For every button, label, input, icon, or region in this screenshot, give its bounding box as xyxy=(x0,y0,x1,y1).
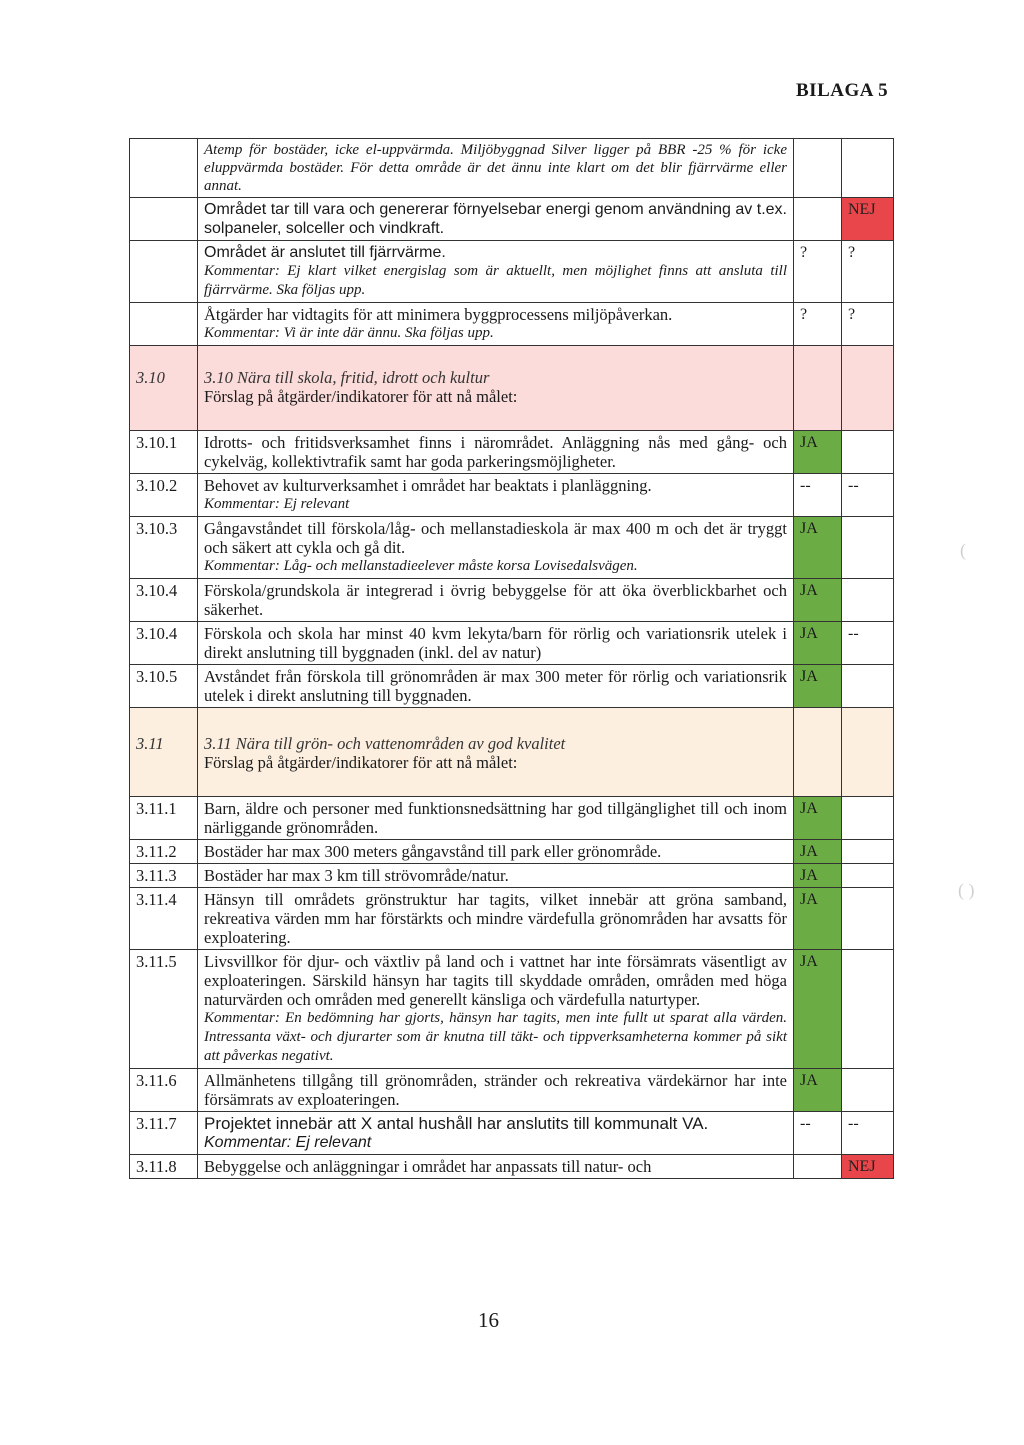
criteria-number: 3.11.8 xyxy=(130,1155,198,1179)
criteria-number: 3.10.2 xyxy=(130,474,198,517)
criteria-text: Avståndet från förskola till grönområden är max 300 meter för rörlig och variationsrik utelek i direkt anslutning till byggnaden. xyxy=(204,667,787,705)
answer-cell xyxy=(842,950,894,1069)
answer-cell: JA xyxy=(794,888,842,950)
criteria-row xyxy=(130,797,894,840)
answer-cell xyxy=(842,888,894,950)
answer-cell: -- xyxy=(794,1112,842,1155)
criteria-number: 3.11.7 xyxy=(130,1112,198,1155)
answer-cell: JA xyxy=(794,517,842,579)
criteria-row xyxy=(130,665,894,708)
criteria-row xyxy=(130,431,894,474)
criteria-text: Allmänhetens tillgång till grönområden, stränder och rekreativa värdekärnor har inte försämrats av exploateringen. xyxy=(204,1071,787,1109)
answer-cell xyxy=(842,864,894,888)
renewable-text: Området tar till vara och genererar förnyelsebar energi genom användning av t.ex. solpaneler, solceller och vindkraft. xyxy=(198,198,794,241)
answer-cell: JA xyxy=(794,864,842,888)
criteria-row xyxy=(130,888,894,950)
answer-cell: JA xyxy=(794,665,842,708)
comment-text: Kommentar: Ej relevant xyxy=(204,1134,372,1151)
criteria-row xyxy=(130,1155,894,1179)
section-title: 3.10 Nära till skola, fritid, idrott och kultur xyxy=(204,368,490,387)
answer-cell: -- xyxy=(842,474,894,517)
answer-cell: ? xyxy=(842,241,894,303)
answer-cell: JA xyxy=(794,797,842,840)
criteria-row xyxy=(130,1069,894,1112)
criteria-text: Förskola/grundskola är integrerad i övrig bebyggelse för att öka överblickbarhet och säkerhet. xyxy=(204,581,787,619)
answer-cell: JA xyxy=(794,840,842,864)
section-title: 3.11 Nära till grön- och vattenområden av god kvalitet xyxy=(204,734,566,753)
answer-cell: ? xyxy=(794,303,842,346)
atemp-text: Atemp för bostäder, icke el-uppvärmda. Miljöbyggnad Silver ligger på BBR -25 % för icke eluppvärmda bostäder. För detta område är det ännu inte klart om det blir fjärrvärme eller annat. xyxy=(204,142,787,194)
criteria-text: Hänsyn till områdets grönstruktur har tagits, vilket innebär att gröna samband, rekreativa värden mm har förstärkts och mindre värdefulla grönområden har avsatts för exploatering. xyxy=(204,890,787,947)
criteria-text: Idrotts- och fritidsverksamhet finns i närområdet. Anläggning nås med gång- och cykelväg, kollektivtrafik samt har goda parkeringsmöjligheter. xyxy=(204,433,787,471)
page-header: BILAGA 5 xyxy=(796,80,889,101)
criteria-text: Livsvillkor för djur- och växtliv på land och i vattnet har inte försämrats väsentligt av exploateringen. Särskild hänsyn har tagits till skyddade områden, områden med höga naturvärden och områden med generellt känsliga och värdefulla naturtyper. xyxy=(204,952,787,1009)
criteria-number: 3.11.1 xyxy=(130,797,198,840)
answer-cell: JA xyxy=(794,1069,842,1112)
criteria-row xyxy=(130,840,894,864)
district-heating-text: Området är anslutet till fjärrvärme. xyxy=(204,244,446,261)
comment-text: Kommentar: Vi är inte där ännu. Ska följas upp. xyxy=(204,325,494,341)
answer-cell xyxy=(842,1069,894,1112)
criteria-text: Bostäder har max 3 km till strövområde/natur. xyxy=(204,866,509,885)
section-subtitle: Förslag på åtgärder/indikatorer för att nå målet: xyxy=(204,753,518,772)
criteria-row xyxy=(130,474,894,517)
criteria-row xyxy=(130,950,894,1069)
criteria-number: 3.10.5 xyxy=(130,665,198,708)
construction-text: Åtgärder har vidtagits för att minimera byggprocessens miljöpåverkan. xyxy=(204,305,673,324)
page-number: 16 xyxy=(478,1308,499,1332)
answer-cell: ? xyxy=(794,241,842,303)
criteria-number: 3.10.3 xyxy=(130,517,198,579)
intro-row-construction xyxy=(130,303,894,346)
answer-cell xyxy=(842,517,894,579)
criteria-row xyxy=(130,622,894,665)
answer-badge: NEJ xyxy=(842,198,894,241)
comment-text: Kommentar: Ej klart vilket energislag som är aktuellt, men möjlighet finns att ansluta till fjärrvärme. Ska följas upp. xyxy=(204,263,787,298)
answer-cell: -- xyxy=(842,622,894,665)
section-number: 3.10 xyxy=(136,368,165,387)
criteria-row xyxy=(130,579,894,622)
answer-cell xyxy=(842,797,894,840)
criteria-number: 3.10.1 xyxy=(130,431,198,474)
scan-margin-mark: ( ) xyxy=(958,880,975,900)
section-header-311 xyxy=(130,708,894,797)
criteria-number: 3.11.5 xyxy=(130,950,198,1069)
answer-cell: ? xyxy=(842,303,894,346)
answer-cell: NEJ xyxy=(842,1155,894,1179)
criteria-number: 3.11.2 xyxy=(130,840,198,864)
criteria-number: 3.11.4 xyxy=(130,888,198,950)
criteria-number: 3.10.4 xyxy=(130,579,198,622)
comment-text: Kommentar: En bedömning har gjorts, hänsyn har tagits, men inte fullt ut sparat alla värden. Intressanta växt- och djurarter som är knutna till täkt- och tippverksamheterna kommer på sikt att påverkas negativt. xyxy=(204,1010,787,1064)
answer-cell xyxy=(842,840,894,864)
criteria-text: Gångavståndet till förskola/låg- och mellanstadieskola är max 400 m och det är tryggt och säkert att cykla och gå dit. xyxy=(204,519,787,557)
answer-cell: JA xyxy=(794,622,842,665)
criteria-number: 3.10.4 xyxy=(130,622,198,665)
criteria-table xyxy=(129,138,894,1179)
intro-row-district-heating xyxy=(130,241,894,303)
intro-row-renewable xyxy=(130,198,894,241)
comment-text: Kommentar: Låg- och mellanstadieelever måste korsa Lovisedalsvägen. xyxy=(204,558,638,574)
criteria-text: Projektet innebär att X antal hushåll har anslutits till kommunalt VA. xyxy=(204,1114,709,1133)
answer-cell: JA xyxy=(794,579,842,622)
criteria-text: Bebyggelse och anläggningar i området har anpassats till natur- och xyxy=(204,1157,652,1176)
section-subtitle: Förslag på åtgärder/indikatorer för att nå målet: xyxy=(204,387,518,406)
criteria-number: 3.11.3 xyxy=(130,864,198,888)
criteria-row xyxy=(130,864,894,888)
intro-row-atemp xyxy=(130,139,894,198)
section-number: 3.11 xyxy=(136,734,164,753)
section-header-310 xyxy=(130,346,894,431)
comment-text: Kommentar: Ej relevant xyxy=(204,496,350,512)
answer-cell: JA xyxy=(794,950,842,1069)
answer-cell: -- xyxy=(794,474,842,517)
answer-cell xyxy=(842,665,894,708)
criteria-text: Förskola och skola har minst 40 kvm lekyta/barn för rörlig och variationsrik utelek i direkt anslutning till byggnaden (inkl. del av natur) xyxy=(204,624,787,662)
criteria-text: Bostäder har max 300 meters gångavstånd till park eller grönområde. xyxy=(204,842,662,861)
answer-cell: JA xyxy=(794,431,842,474)
criteria-text: Barn, äldre och personer med funktionsnedsättning har god tillgänglighet till och inom närliggande grönområden. xyxy=(204,799,787,837)
answer-cell: -- xyxy=(842,1112,894,1155)
criteria-row xyxy=(130,1112,894,1155)
criteria-number: 3.11.6 xyxy=(130,1069,198,1112)
answer-cell xyxy=(842,431,894,474)
answer-cell xyxy=(794,1155,842,1179)
criteria-row xyxy=(130,517,894,579)
answer-cell xyxy=(842,579,894,622)
scan-margin-mark: ( xyxy=(960,540,966,560)
criteria-text: Behovet av kulturverksamhet i området har beaktats i planläggning. xyxy=(204,476,652,495)
